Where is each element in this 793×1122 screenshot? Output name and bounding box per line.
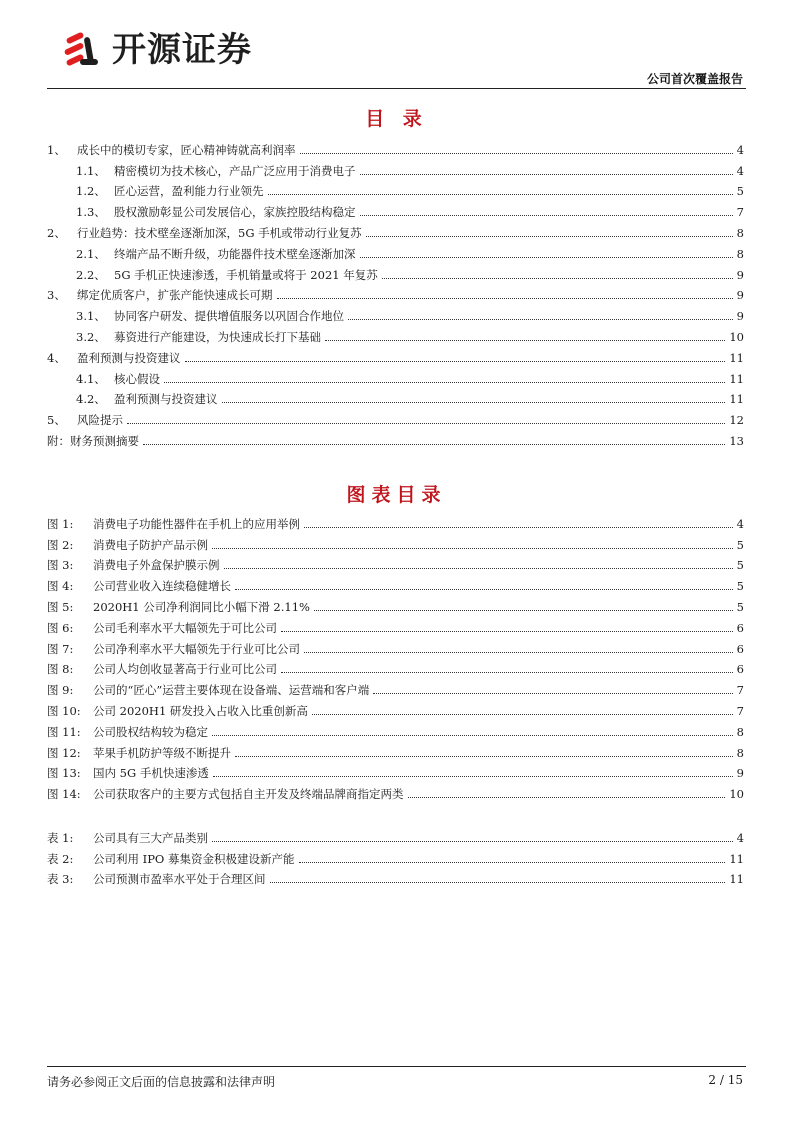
dot-leader	[281, 630, 733, 632]
toc-entry[interactable]	[47, 365, 744, 386]
table-entry-page: 11	[729, 872, 744, 887]
toc-entry-page: 11	[729, 350, 744, 365]
figure-entry-number: 图 3:	[47, 558, 74, 573]
figure-entry[interactable]	[47, 760, 744, 781]
toc-entry-label: 募资进行产能建设，为快速成长打下基础	[114, 329, 321, 344]
figure-entry-page: 8	[736, 724, 744, 739]
dot-leader	[325, 339, 725, 341]
dot-leader	[366, 235, 733, 237]
figure-entry-label: 公司营业收入连续稳健增长	[93, 579, 231, 594]
figure-entry-label: 消费电子外盒保护膜示例	[93, 558, 220, 573]
dot-leader	[212, 840, 733, 842]
toc-entry-page: 5	[736, 184, 744, 199]
figure-entry-label: 公司股权结构较为稳定	[93, 724, 208, 739]
dot-leader	[212, 547, 733, 549]
table-entry[interactable]	[47, 845, 744, 866]
toc-entry[interactable]	[47, 386, 744, 407]
toc-entry-number: 3.1、	[76, 309, 106, 324]
toc-entry-page: 9	[736, 267, 744, 282]
figure-entry[interactable]	[47, 697, 744, 718]
toc-entry-page: 8	[736, 225, 744, 240]
figures-title: 图表目录	[346, 484, 447, 506]
dot-leader	[127, 422, 725, 424]
header-divider	[47, 88, 746, 89]
toc-entry[interactable]	[47, 157, 744, 178]
brand-name: 开源证券	[112, 30, 252, 70]
table-entry-number: 表 3:	[47, 872, 74, 887]
table-entry-page: 4	[736, 830, 744, 845]
toc-entry-label: 成长中的模切专家，匠心精神铸就高利润率	[77, 142, 296, 157]
toc-entry-label: 盈利预测与投资建议	[114, 392, 218, 407]
toc-entry[interactable]	[47, 219, 744, 240]
dot-leader	[299, 861, 726, 863]
toc-entry-label: 精密模切为技术核心，产品广泛应用于消费电子	[114, 163, 356, 178]
figure-entry-number: 图 7:	[47, 641, 74, 656]
toc-entry-number: 3、	[47, 288, 66, 303]
figure-entry-number: 图 6:	[47, 620, 74, 635]
figure-entry[interactable]	[47, 656, 744, 677]
dot-leader	[304, 651, 733, 653]
toc-entry-label: 盈利预测与投资建议	[77, 350, 181, 365]
figure-entry[interactable]	[47, 572, 744, 593]
figure-entry-number: 图 8:	[47, 662, 74, 677]
figure-entry-number: 图 10:	[47, 703, 81, 718]
table-entry[interactable]	[47, 866, 744, 887]
figure-entry-number: 图 9:	[47, 683, 74, 698]
figure-entry-page: 7	[736, 683, 744, 698]
toc-entry-label: 股权激励彰显公司发展信心，家族控股结构稳定	[114, 205, 356, 220]
dot-leader	[277, 297, 733, 299]
dot-leader	[143, 443, 725, 445]
figure-list	[47, 510, 744, 801]
figure-entry-page: 6	[736, 641, 744, 656]
figure-entry[interactable]	[47, 552, 744, 573]
toc-entry-number: 1.1、	[76, 163, 106, 178]
toc-entry-number: 2.1、	[76, 246, 106, 261]
dot-leader	[304, 526, 733, 528]
dot-leader	[373, 692, 732, 694]
toc-entry-label: 绑定优质客户，扩张产能快速成长可期	[77, 288, 273, 303]
dot-leader	[360, 256, 733, 258]
figure-entry-label: 消费电子功能性器件在手机上的应用举例	[93, 516, 300, 531]
toc-entry[interactable]	[47, 282, 744, 303]
toc-entry-number: 3.2、	[76, 329, 106, 344]
toc-entry-label: 终端产品不断升级，功能器件技术壁垒逐渐加深	[114, 246, 356, 261]
brand-logo	[62, 28, 252, 72]
dot-leader	[212, 734, 733, 736]
toc-entry-number: 1、	[47, 142, 66, 157]
figure-entry[interactable]	[47, 510, 744, 531]
toc-entry-page: 9	[736, 288, 744, 303]
toc-entry[interactable]	[47, 344, 744, 365]
table-entry[interactable]	[47, 824, 744, 845]
figure-entry-label: 国内 5G 手机快速渗透	[93, 766, 209, 781]
figure-entry[interactable]	[47, 718, 744, 739]
toc-entry-number: 4、	[47, 350, 66, 365]
toc-entry-number: 1.2、	[76, 184, 106, 199]
table-entry-page: 11	[729, 851, 744, 866]
toc-entry-label: 协同客户研发、提供增值服务以巩固合作地位	[114, 309, 344, 324]
figure-entry-number: 图 2:	[47, 537, 74, 552]
toc-entry-page: 11	[729, 371, 744, 386]
toc-entry-page: 4	[736, 163, 744, 178]
figure-entry-label: 公司 2020H1 研发投入占收入比重创新高	[93, 703, 308, 718]
toc-entry-number: 2.2、	[76, 267, 106, 282]
figure-entry-page: 7	[736, 703, 744, 718]
figure-entry-label: 公司获取客户的主要方式包括自主开发及终端品牌商指定两类	[93, 787, 404, 802]
table-entry-number: 表 2:	[47, 851, 74, 866]
table-entry-label: 公司利用 IPO 募集资金积极建设新产能	[93, 851, 295, 866]
dot-leader	[213, 775, 733, 777]
toc-entry[interactable]	[47, 406, 744, 427]
figure-entry[interactable]	[47, 676, 744, 697]
figure-entry-number: 图 1:	[47, 516, 74, 531]
figure-entry-page: 6	[736, 662, 744, 677]
figure-entry-page: 10	[729, 787, 744, 802]
figure-entry-page: 4	[736, 516, 744, 531]
table-entry-number: 表 1:	[47, 830, 74, 845]
figure-entry-label: 苹果手机防护等级不断提升	[93, 745, 231, 760]
toc-entry-page: 11	[729, 392, 744, 407]
dot-leader	[314, 609, 733, 611]
figure-entry[interactable]	[47, 780, 744, 801]
figure-entry-number: 图 11:	[47, 724, 81, 739]
toc-entry[interactable]	[47, 136, 744, 157]
dot-leader	[348, 318, 733, 320]
toc-entry-page: 13	[729, 433, 744, 448]
toc-title: 目 录	[365, 108, 428, 130]
dot-leader	[281, 671, 733, 673]
table-list	[47, 824, 744, 886]
toc-entry[interactable]	[47, 323, 744, 344]
dot-leader	[360, 173, 733, 175]
footer-divider	[47, 1066, 746, 1067]
dot-leader	[224, 567, 733, 569]
dot-leader	[300, 152, 733, 154]
figure-entry-page: 8	[736, 745, 744, 760]
report-type-label: 公司首次覆盖报告	[646, 72, 743, 86]
toc-entry[interactable]	[47, 302, 744, 323]
toc-entry-label: 附：财务预测摘要	[47, 433, 139, 448]
figure-entry[interactable]	[47, 635, 744, 656]
toc-entry[interactable]	[47, 178, 744, 199]
toc-entry-label: 行业趋势：技术壁垒逐渐加深，5G 手机或带动行业复苏	[77, 225, 362, 240]
figure-entry-page: 5	[736, 599, 744, 614]
toc-entry-page: 4	[736, 142, 744, 157]
toc-entry-label: 匠心运营，盈利能力行业领先	[114, 184, 264, 199]
dot-leader	[360, 214, 733, 216]
figure-entry-label: 公司毛利率水平大幅领先于可比公司	[93, 620, 277, 635]
dot-leader	[235, 755, 733, 757]
dot-leader	[382, 277, 733, 279]
dot-leader	[268, 193, 733, 195]
dot-leader	[312, 713, 733, 715]
figure-entry-page: 5	[736, 558, 744, 573]
toc-entry-number: 2、	[47, 225, 66, 240]
figure-entry-page: 5	[736, 579, 744, 594]
figure-entry[interactable]	[47, 739, 744, 760]
dot-leader	[164, 381, 725, 383]
figure-entry-page: 9	[736, 766, 744, 781]
toc-entry-page: 7	[736, 205, 744, 220]
dot-leader	[235, 588, 733, 590]
brand-logo-icon	[62, 29, 102, 71]
table-entry-label: 公司预测市盈率水平处于合理区间	[93, 872, 266, 887]
figure-entry[interactable]	[47, 593, 744, 614]
figure-entry-label: 公司的“匠心”运营主要体现在设备端、运营端和客户端	[93, 683, 370, 698]
toc-entry-page: 9	[736, 309, 744, 324]
toc-entry-label: 风险提示	[77, 413, 123, 428]
toc-list	[47, 136, 744, 448]
figure-entry[interactable]	[47, 614, 744, 635]
table-entry-label: 公司具有三大产品类别	[93, 830, 208, 845]
figure-entry-page: 6	[736, 620, 744, 635]
toc-entry-number: 4.1、	[76, 371, 106, 386]
dot-leader	[222, 401, 726, 403]
toc-entry[interactable]	[47, 198, 744, 219]
figure-entry-number: 图 4:	[47, 579, 74, 594]
figure-entry-number: 图 12:	[47, 745, 81, 760]
toc-entry-label: 5G 手机正快速渗透，手机销量或将于 2021 年复苏	[114, 267, 378, 282]
figure-entry-number: 图 13:	[47, 766, 81, 781]
toc-entry[interactable]	[47, 261, 744, 282]
toc-entry-label: 核心假设	[114, 371, 160, 386]
figure-entry-label: 公司人均创收显著高于行业可比公司	[93, 662, 277, 677]
dot-leader	[185, 360, 726, 362]
toc-entry[interactable]	[47, 240, 744, 261]
figure-entry-label: 2020H1 公司净利润同比小幅下滑 2.11%	[93, 599, 310, 614]
toc-entry-number: 1.3、	[76, 205, 106, 220]
figure-entry-page: 5	[736, 537, 744, 552]
toc-entry-number: 4.2、	[76, 392, 106, 407]
footer-disclaimer: 请务必参阅正文后面的信息披露和法律声明	[47, 1075, 276, 1089]
figure-entry-label: 公司净利率水平大幅领先于行业可比公司	[93, 641, 300, 656]
figure-entry-number: 图 14:	[47, 787, 81, 802]
page-number: 2 / 15	[708, 1073, 743, 1087]
toc-entry-number: 5、	[47, 413, 66, 428]
dot-leader	[408, 796, 726, 798]
toc-entry-page: 12	[729, 413, 744, 428]
figure-entry-label: 消费电子防护产品示例	[93, 537, 208, 552]
toc-entry[interactable]	[47, 427, 744, 448]
toc-entry-page: 8	[736, 246, 744, 261]
toc-entry-page: 10	[729, 329, 744, 344]
figure-entry-number: 图 5:	[47, 599, 74, 614]
figure-entry[interactable]	[47, 531, 744, 552]
dot-leader	[270, 881, 726, 883]
